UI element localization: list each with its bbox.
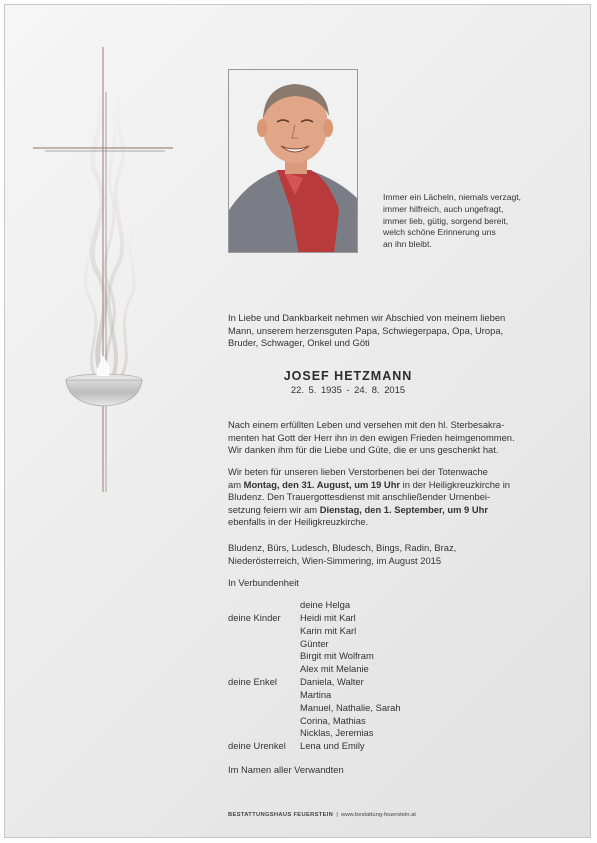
family-row: Manuel, Nathalie, Sarah xyxy=(300,701,401,713)
intro-line: Mann, unserem herzensguten Papa, Schwiegerpapa, Opa, Uropa, xyxy=(228,324,504,336)
paragraph-line: am Montag, den 31. August, um 19 Uhr in der Heiligkreuzkirche in xyxy=(228,478,511,490)
family-row: deine Helga xyxy=(300,599,351,610)
family-row: Birgit mit Wolfram xyxy=(300,650,374,662)
footer-url: www.bestattung-feuerstein.at xyxy=(341,812,416,818)
paragraph-line: menten hat Gott der Herr ihn in den ewigen Frieden heimgenommen. xyxy=(228,431,515,443)
company-name: BESTATTUNGSHAUS FEUERSTEIN xyxy=(228,812,334,818)
family-row: Nicklas, Jeremias xyxy=(300,727,374,739)
life-dates: 22. 5. 1935 - 24. 8. 2015 xyxy=(290,384,406,395)
closing-text: Im Namen aller Verwandten xyxy=(228,764,344,775)
poem-line: immer lieb, gütig, sorgend bereit, xyxy=(383,215,509,226)
paragraph-line: Nach einem erfüllten Leben und versehen mit den hl. Sterbesakra- xyxy=(228,419,505,430)
funeral-date: Dienstag, den 1. September, um 9 Uhr xyxy=(319,503,488,515)
poem-line: immer hilfreich, auch ungefragt, xyxy=(383,203,504,214)
cross-with-flame-icon xyxy=(25,42,185,502)
poem-line: welch schöne Erinnerung uns xyxy=(383,227,496,238)
poem xyxy=(383,192,573,251)
family-row: Corina, Mathias xyxy=(300,714,366,726)
poem-line: Immer ein Lächeln, niemals verzagt, xyxy=(383,192,522,202)
portrait-photo xyxy=(228,69,358,253)
paragraph-line: ebenfalls in der Heiligkreuzkirche. xyxy=(228,516,369,528)
family-row: Alex mit Melanie xyxy=(300,663,369,675)
paragraph-sacraments xyxy=(228,419,515,457)
paragraph-line: Bludenz. Den Trauergottesdienst mit anschließender Urnenbei- xyxy=(228,491,491,503)
intro-line: Bruder, Schwager, Onkel und Göti xyxy=(228,337,370,349)
paragraph-line: setzung feiern wir am Dienstag, den 1. September, um 9 Uhr xyxy=(228,503,488,515)
places-line: Niederösterreich, Wien-Simmering, im August 2015 xyxy=(228,554,442,566)
intro-line: In Liebe und Dankbarkeit nehmen wir Abschied von meinem lieben xyxy=(228,312,506,323)
family-row: Günter xyxy=(300,637,329,649)
portrait-image xyxy=(229,70,358,253)
wake-date: Montag, den 31. August, um 19 Uhr xyxy=(243,478,401,490)
poem-line: an ihn bleibt. xyxy=(383,239,432,250)
places-text xyxy=(228,542,456,567)
footer-separator: | xyxy=(336,812,338,818)
verbundenheit: In Verbundenheit xyxy=(228,577,299,588)
footer xyxy=(228,812,416,818)
family-row: deine Kinder Heidi mit Karl xyxy=(228,611,356,623)
paragraph-services xyxy=(228,466,510,529)
deceased-name: JOSEF HETZMANN xyxy=(283,369,413,383)
family-row: deine Enkel Daniela, Walter xyxy=(228,676,364,688)
family-list xyxy=(228,599,401,753)
family-row: Karin mit Karl xyxy=(300,624,357,636)
paragraph-line: Wir danken ihm für die Liebe und Güte, die er uns geschenkt hat. xyxy=(228,444,499,456)
paragraph-line: Wir beten für unseren lieben Verstorbenen bei der Totenwache xyxy=(228,466,488,477)
places-line: Bludenz, Bürs, Ludesch, Bludesch, Bings, Radin, Braz, xyxy=(228,542,457,553)
intro-text xyxy=(228,312,505,350)
family-row: deine Urenkel Lena und Emily xyxy=(228,740,365,752)
family-row: Martina xyxy=(300,688,332,700)
